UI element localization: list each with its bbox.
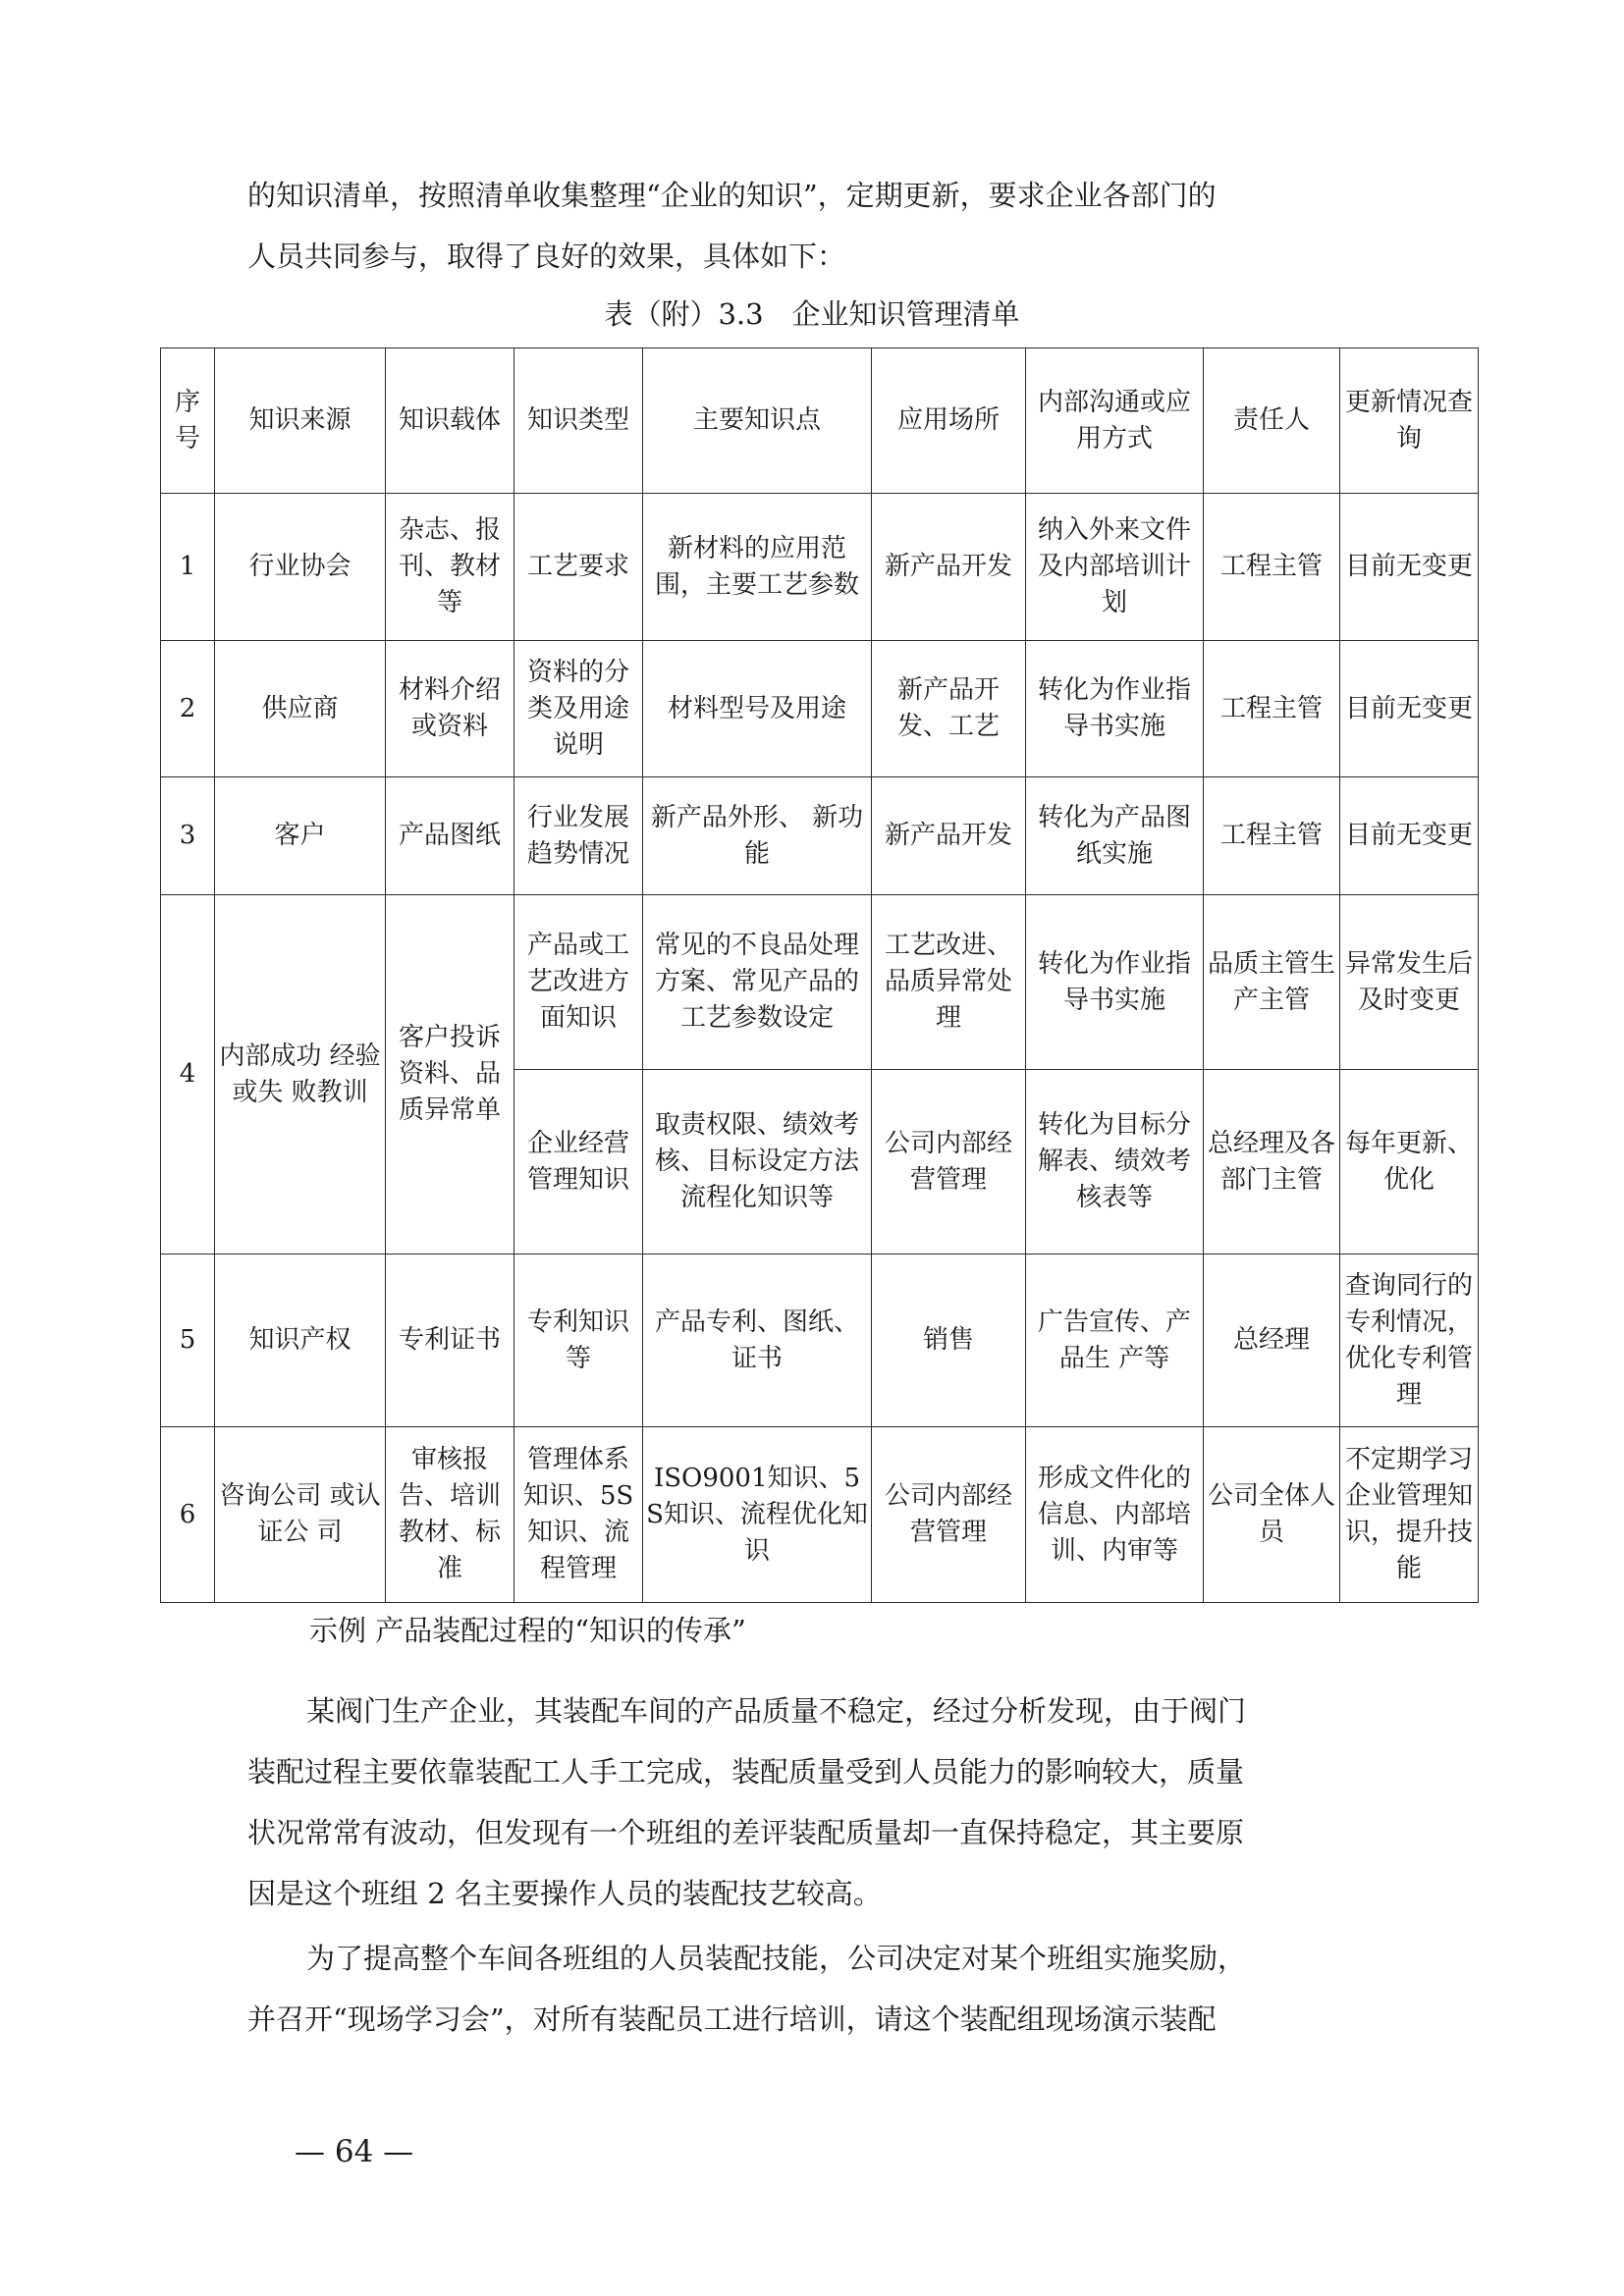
- cell-place: 新产品开发、工艺: [872, 641, 1026, 777]
- col-header-method: 内部沟通或应用方式: [1026, 348, 1204, 494]
- cell-method: 广告宣传、产品生 产等: [1026, 1255, 1204, 1427]
- table-row: [161, 895, 1479, 1070]
- paragraph-line: 并召开“现场学习会”，对所有装配员工进行培训，请这个装配组现场演示装配: [247, 2002, 1217, 2036]
- col-header-type: 知识类型: [514, 348, 643, 494]
- cell-place: 新产品开发: [872, 494, 1026, 641]
- cell-source: 内部成功 经验或失 败教训: [215, 895, 386, 1255]
- cell-points: 新产品外形、 新功能: [643, 777, 872, 895]
- cell-place: 工艺改进、品质异常处理: [872, 895, 1026, 1070]
- table-caption: 表（附）3.3 企业知识管理清单: [604, 297, 1020, 331]
- paragraph-line: 装配过程主要依靠装配工人手工完成，装配质量受到人员能力的影响较大，质量: [247, 1755, 1245, 1789]
- cell-update: 不定期学习企业管理知识，提升技能: [1340, 1427, 1479, 1603]
- paragraph-line: 因是这个班组 2 名主要操作人员的装配技艺较高。: [247, 1877, 882, 1910]
- cell-carrier: 产品图纸: [386, 777, 514, 895]
- cell-owner: 公司全体人员: [1204, 1427, 1340, 1603]
- cell-place: 公司内部经营管理: [872, 1427, 1026, 1603]
- cell-type: 企业经营管理知识: [514, 1070, 643, 1255]
- example-paragraph: [247, 1681, 1386, 1924]
- cell-carrier: 专利证书: [386, 1255, 514, 1427]
- table-header-row: [161, 348, 1479, 494]
- cell-method: 纳入外来文件及内部培训计划: [1026, 494, 1204, 641]
- cell-no: 5: [161, 1255, 215, 1427]
- cell-update: 目前无变更: [1340, 494, 1479, 641]
- cell-source: 供应商: [215, 641, 386, 777]
- intro-paragraph: [247, 165, 1386, 287]
- cell-type: 工艺要求: [514, 494, 643, 641]
- cell-owner: 品质主管生产主管: [1204, 895, 1340, 1070]
- cell-source: 行业协会: [215, 494, 386, 641]
- cell-type: 行业发展趋势情况: [514, 777, 643, 895]
- cell-update: 目前无变更: [1340, 641, 1479, 777]
- example-heading: [309, 1611, 1389, 1650]
- cell-no: 1: [161, 494, 215, 641]
- col-header-carrier: 知识载体: [386, 348, 514, 494]
- cell-source: 咨询公司 或认证公 司: [215, 1427, 386, 1603]
- cell-no: 3: [161, 777, 215, 895]
- cell-source: 客户: [215, 777, 386, 895]
- cell-points: 取责权限、绩效考核、目标设定方法流程化知识等: [643, 1070, 872, 1255]
- table-row: [161, 494, 1479, 641]
- cell-carrier: 材料介绍或资料: [386, 641, 514, 777]
- paragraph-line: 为了提高整个车间各班组的人员装配技能，公司决定对某个班组实施奖励，: [306, 1942, 1247, 1975]
- intro-line: 人员共同参与，取得了良好的效果，具体如下：: [247, 240, 846, 273]
- page-number: — 64 —: [295, 2134, 414, 2169]
- cell-no: 6: [161, 1427, 215, 1603]
- cell-points: 新材料的应用范围，主要工艺参数: [643, 494, 872, 641]
- cell-carrier: 杂志、报刊、教材等: [386, 494, 514, 641]
- cell-points: 材料型号及用途: [643, 641, 872, 777]
- cell-no: 2: [161, 641, 215, 777]
- cell-points: 产品专利、图纸、证书: [643, 1255, 872, 1427]
- intro-line: 的知识清单，按照清单收集整理“企业的知识”，定期更新，要求企业各部门的: [247, 179, 1217, 212]
- paragraph-line: 某阀门生产企业，其装配车间的产品质量不稳定，经过分析发现，由于阀门: [306, 1694, 1247, 1728]
- cell-type: 管理体系知识、5S知识、流程管理: [514, 1427, 643, 1603]
- knowledge-management-table: [160, 347, 1479, 1603]
- example-paragraph: [247, 1928, 1386, 2050]
- cell-type: 产品或工艺改进方面知识: [514, 895, 643, 1070]
- cell-source: 知识产权: [215, 1255, 386, 1427]
- example-heading-text: 示例 产品装配过程的“知识的传承”: [309, 1614, 746, 1647]
- cell-method: 转化为作业指导书实施: [1026, 641, 1204, 777]
- col-header-update: 更新情况查询: [1340, 348, 1479, 494]
- table-row: [161, 641, 1479, 777]
- cell-method: 转化为产品图纸实施: [1026, 777, 1204, 895]
- table-row: [161, 777, 1479, 895]
- cell-no: 4: [161, 895, 215, 1255]
- cell-place: 公司内部经营管理: [872, 1070, 1026, 1255]
- cell-owner: 工程主管: [1204, 777, 1340, 895]
- cell-type: 资料的分类及用途说明: [514, 641, 643, 777]
- cell-place: 新产品开发: [872, 777, 1026, 895]
- table-row: [161, 1255, 1479, 1427]
- cell-method: 转化为目标分解表、绩效考核表等: [1026, 1070, 1204, 1255]
- cell-method: 形成文件化的信息、内部培训、内审等: [1026, 1427, 1204, 1603]
- cell-carrier: 审核报告、培训教材、标准: [386, 1427, 514, 1603]
- cell-points: ISO9001知识、5S知识、流程优化知识: [643, 1427, 872, 1603]
- paragraph-line: 状况常常有波动，但发现有一个班组的差评装配质量却一直保持稳定，其主要原: [247, 1816, 1245, 1849]
- cell-carrier: 客户投诉资料、品质异常单: [386, 895, 514, 1255]
- cell-method: 转化为作业指导书实施: [1026, 895, 1204, 1070]
- cell-update: 目前无变更: [1340, 777, 1479, 895]
- cell-points: 常见的不良品处理方案、常见产品的工艺参数设定: [643, 895, 872, 1070]
- col-header-source: 知识来源: [215, 348, 386, 494]
- cell-update: 每年更新、优化: [1340, 1070, 1479, 1255]
- col-header-place: 应用场所: [872, 348, 1026, 494]
- table-row: [161, 1427, 1479, 1603]
- cell-update: 异常发生后及时变更: [1340, 895, 1479, 1070]
- col-header-owner: 责任人: [1204, 348, 1340, 494]
- cell-owner: 工程主管: [1204, 494, 1340, 641]
- cell-owner: 工程主管: [1204, 641, 1340, 777]
- cell-type: 专利知识等: [514, 1255, 643, 1427]
- cell-place: 销售: [872, 1255, 1026, 1427]
- col-header-points: 主要知识点: [643, 348, 872, 494]
- cell-update: 查询同行的专利情况，优化专利管理: [1340, 1255, 1479, 1427]
- col-header-no: 序号: [161, 348, 215, 494]
- cell-owner: 总经理: [1204, 1255, 1340, 1427]
- cell-owner: 总经理及各部门主管: [1204, 1070, 1340, 1255]
